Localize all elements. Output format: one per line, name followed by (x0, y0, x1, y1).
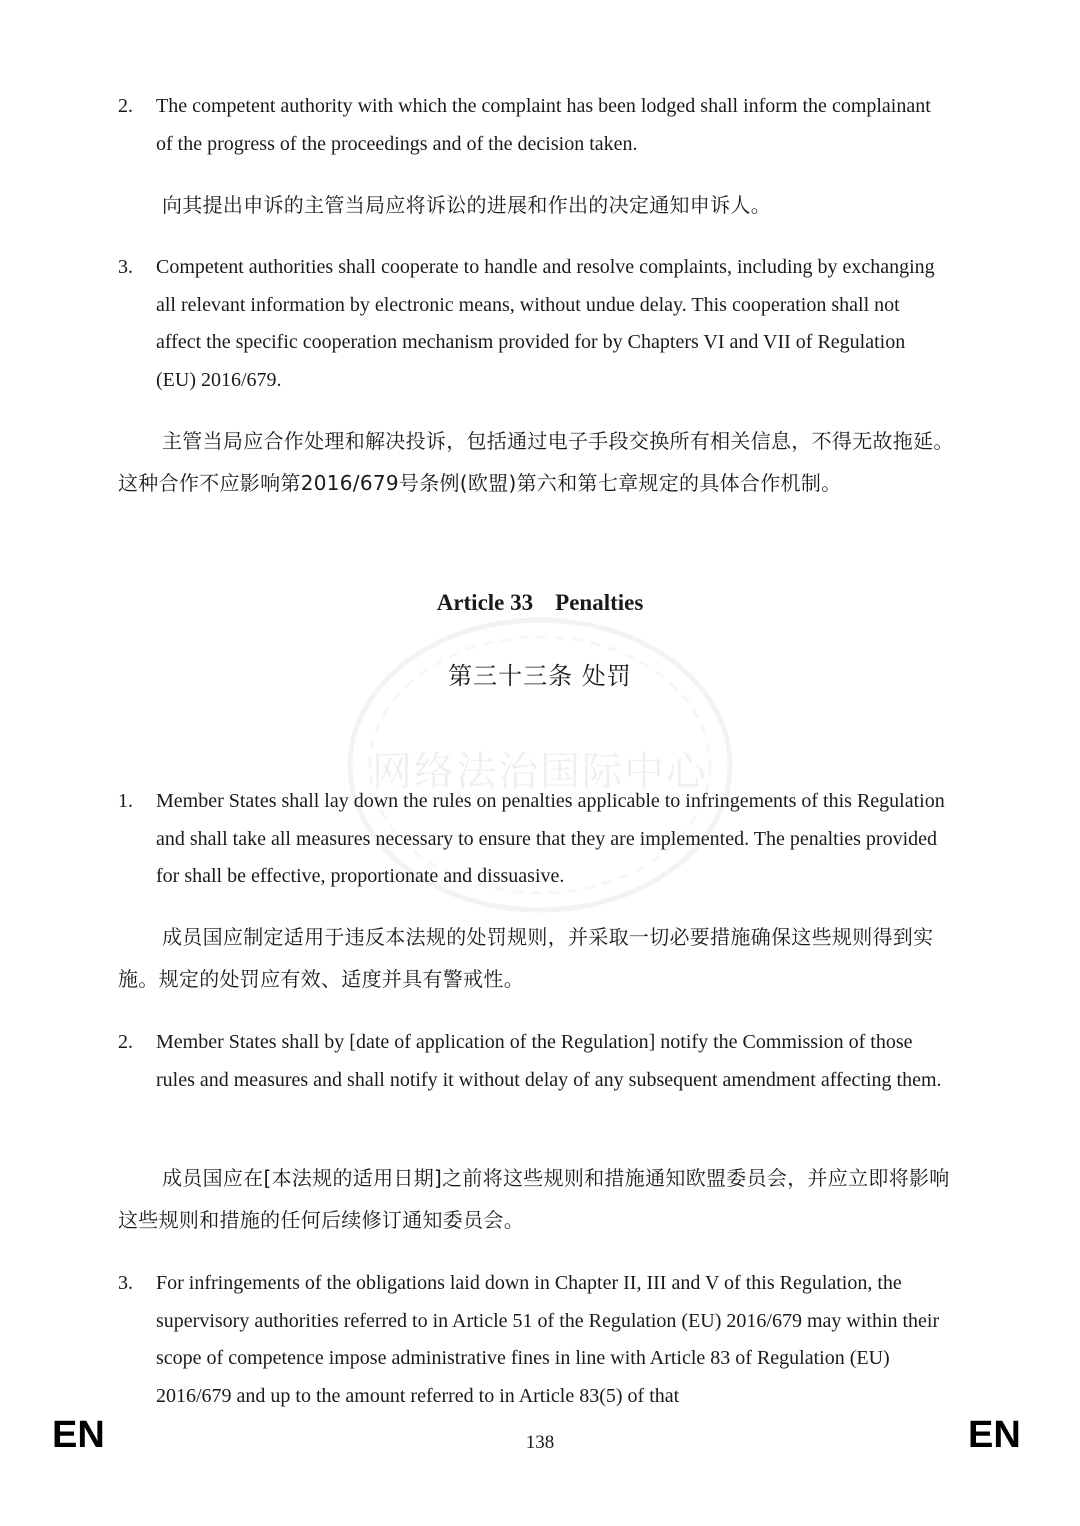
item-number: 2. (118, 1031, 133, 1053)
item-text: Member States shall lay down the rules on penalties applicable to infringements of this Regulation and shall take all measures necessary to ensure that they are implemented. The penalties provided for shall be effective, proportionate and dissuasive. (156, 790, 945, 887)
item-text: Member States shall by [date of application of the Regulation] notify the Commission of those rules and measures and shall notify it without delay of any subsequent amendment affecting them. (156, 1031, 942, 1091)
item-number: 3. (118, 1272, 133, 1294)
footer-language-left: EN (52, 1414, 105, 1456)
article-number: Article 33 (436, 590, 534, 615)
article-item-2-zh: 成员国应在[本法规的适用日期]之前将这些规则和措施通知欧盟委员会，并应立即将影响这些规则和措施的任何后续修订通知委员会。 (118, 1166, 950, 1232)
item-text: For infringements of the obligations laid down in Chapter II, III and V of this Regulation, the supervisory authorities referred to in Article 51 of the Regulation (EU) 2016/679 may within their scope of competence impose administrative fines in line with Article 83 of Regulation (EU) 2016/679 and up to the amount referred to in Article 83(5) of that (156, 1272, 940, 1407)
paragraph-text: Competent authorities shall cooperate to handle and resolve complaints, including by exchanging all relevant information by electronic means, without undue delay. This cooperation shall not affect the specific cooperation mechanism provided for by Chapters VI and VII of Regulation (EU) 2016/679. (156, 256, 935, 391)
paragraph-3-zh: 主管当局应合作处理和解决投诉，包括通过电子手段交换所有相关信息，不得无故拖延。这种合作不应影响第2016/679号条例(欧盟)第六和第七章规定的具体合作机制。 (118, 429, 954, 495)
article-title-zh: 第三十三条 处罚 (448, 662, 632, 690)
article-heading: Penalties (555, 590, 644, 615)
paragraph-text: The competent authority with which the complaint has been lodged shall inform the complainant of the progress of the proceedings and of the decision taken. (156, 95, 931, 155)
paragraph-number: 3. (118, 256, 133, 278)
footer-language-right: EN (968, 1414, 1021, 1456)
paragraph-2-zh: 向其提出申诉的主管当局应将诉讼的进展和作出的决定通知申诉人。 (162, 193, 771, 217)
paragraph-number: 2. (118, 95, 133, 117)
paragraph-3-en (118, 249, 948, 399)
paragraph-2-en (118, 88, 948, 163)
article-item-1-en (118, 783, 948, 896)
page-number: 138 (525, 1432, 555, 1453)
article-title-en (0, 590, 1080, 616)
article-item-2-en (118, 1024, 948, 1099)
item-number: 1. (118, 790, 133, 812)
article-item-1-zh: 成员国应制定适用于违反本法规的处罚规则，并采取一切必要措施确保这些规则得到实施。规定的处罚应有效、适度并具有警戒性。 (118, 925, 934, 991)
article-item-3-en (118, 1265, 948, 1415)
watermark-text: 网络法治国际中心 (372, 749, 708, 795)
